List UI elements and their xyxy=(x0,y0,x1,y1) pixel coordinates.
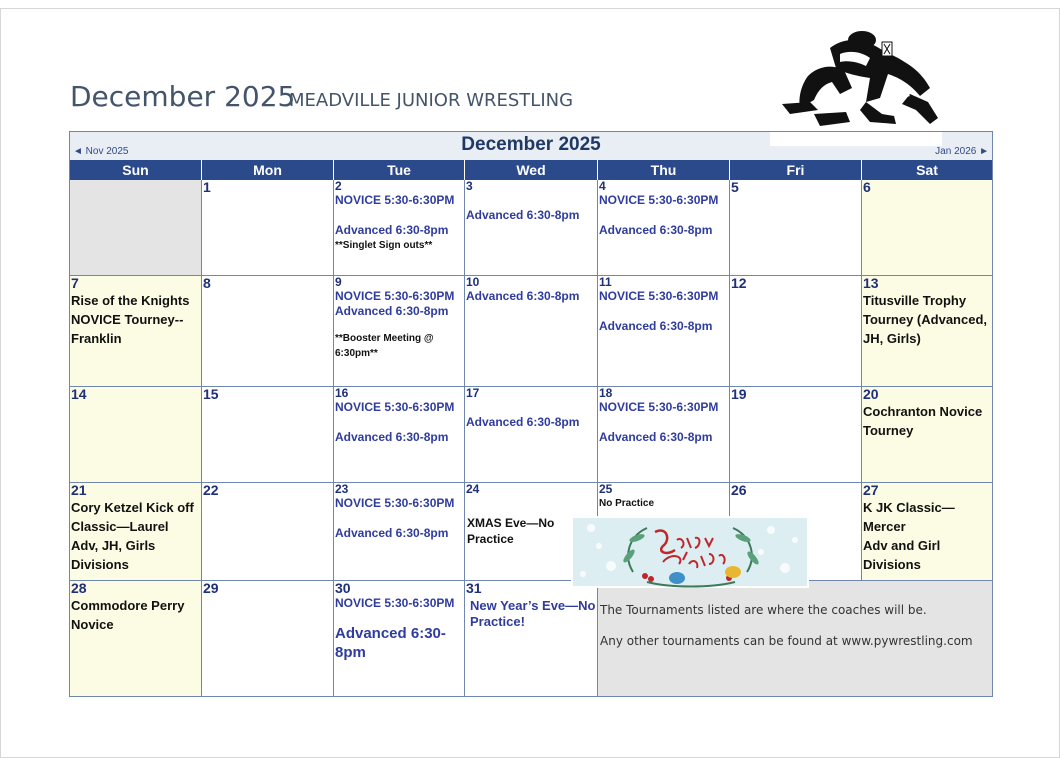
tournament-line: Adv, JH, Girls xyxy=(71,538,156,553)
day-number: 2 xyxy=(335,179,342,193)
day-number: 19 xyxy=(731,386,747,402)
weekday-wed: Wed xyxy=(465,160,598,180)
merry-christmas-card-icon xyxy=(571,516,809,588)
day-number: 20 xyxy=(863,386,879,402)
logo-backdrop xyxy=(770,132,942,146)
event-holiday: New Year’s Eve—No Practice! xyxy=(470,598,596,629)
day-cell-29[interactable] xyxy=(202,581,334,696)
day-cell-3[interactable] xyxy=(465,180,598,276)
tournament-line: Titusville Trophy xyxy=(863,293,967,308)
day-number: 10 xyxy=(466,275,480,289)
event-advanced-practice: Advanced 6:30-8pm xyxy=(335,430,449,444)
day-cell-1[interactable] xyxy=(202,180,334,276)
event-novice-practice: NOVICE 5:30-6:30PM xyxy=(599,289,719,303)
tournament-line: Commodore Perry xyxy=(71,598,185,613)
page-title: December 2025 xyxy=(70,80,296,113)
day-cell-13[interactable] xyxy=(862,276,992,387)
day-cell-empty xyxy=(70,180,202,276)
day-cell-28[interactable] xyxy=(70,581,202,696)
tournament-line: Mercer xyxy=(863,519,906,534)
day-number: 17 xyxy=(466,386,480,400)
day-number: 22 xyxy=(203,482,219,498)
tournament-line: K JK Classic— xyxy=(863,500,955,515)
day-number: 29 xyxy=(203,580,219,596)
day-number: 4 xyxy=(599,179,606,193)
day-cell-9[interactable] xyxy=(334,276,465,387)
day-number: 31 xyxy=(466,580,482,596)
event-advanced-practice: Advanced 6:30-8pm xyxy=(335,526,449,540)
day-number: 28 xyxy=(71,580,87,596)
weekday-sat: Sat xyxy=(862,160,992,180)
tournament-line: Divisions xyxy=(71,557,129,572)
event-note: **Booster Meeting @ 6:30pm** xyxy=(335,333,434,359)
calendar xyxy=(69,131,993,697)
day-cell-17[interactable] xyxy=(465,387,598,483)
day-cell-16[interactable] xyxy=(334,387,465,483)
day-cell-21[interactable] xyxy=(70,483,202,581)
weekday-header-row xyxy=(70,160,992,180)
day-number: 25 xyxy=(599,482,613,496)
tournament-line: Adv and Girl xyxy=(863,538,941,553)
tournament-line: NOVICE Tourney-- xyxy=(71,312,184,327)
day-number: 18 xyxy=(599,386,613,400)
day-number: 30 xyxy=(335,580,351,596)
day-cell-14[interactable] xyxy=(70,387,202,483)
day-number: 12 xyxy=(731,275,747,291)
tournament-line: Rise of the Knights xyxy=(71,293,190,308)
day-number: 7 xyxy=(71,275,79,291)
day-cell-2[interactable] xyxy=(334,180,465,276)
weekday-tue: Tue xyxy=(334,160,465,180)
day-number: 3 xyxy=(466,179,473,193)
event-note: **Singlet Sign outs** xyxy=(335,240,433,251)
event-advanced-practice: Advanced 6:30-8pm xyxy=(335,223,449,237)
day-cell-15[interactable] xyxy=(202,387,334,483)
tournament-line: JH, Girls) xyxy=(863,331,921,346)
day-number: 11 xyxy=(599,275,612,289)
day-cell-10[interactable] xyxy=(465,276,598,387)
calendar-header xyxy=(70,132,992,160)
event-advanced-practice: Advanced 6:30-8pm xyxy=(335,304,449,318)
event-novice-practice: NOVICE 5:30-6:30PM xyxy=(335,289,455,303)
wrestlers-logo-icon xyxy=(770,18,945,133)
day-number: 6 xyxy=(863,179,871,195)
day-cell-7[interactable] xyxy=(70,276,202,387)
tournament-line: Classic—Laurel xyxy=(71,519,169,534)
calendar-month-label: December 2025 xyxy=(461,134,601,155)
organization-name: MEADVILLE JUNIOR WRESTLING xyxy=(289,90,574,111)
tournament-line: Cochranton Novice xyxy=(863,404,983,419)
weekday-thu: Thu xyxy=(598,160,730,180)
info-line-2: Any other tournaments can be found at www.pywrestling.com xyxy=(600,634,973,648)
day-cell-27[interactable] xyxy=(862,483,992,581)
day-number: 21 xyxy=(71,482,87,498)
event-novice-practice: NOVICE 5:30-6:30PM xyxy=(335,496,455,510)
event-novice-practice: NOVICE 5:30-6:30PM xyxy=(599,400,719,414)
event-advanced-practice: Advanced 6:30-8pm xyxy=(335,625,446,661)
day-number: 23 xyxy=(335,482,349,496)
day-number: 5 xyxy=(731,179,739,195)
day-cell-20[interactable] xyxy=(862,387,992,483)
day-cell-22[interactable] xyxy=(202,483,334,581)
day-cell-18[interactable] xyxy=(598,387,730,483)
tournament-line: Tourney (Advanced, xyxy=(863,312,988,327)
event-note: XMAS Eve—No Practice xyxy=(467,516,555,546)
weekday-fri: Fri xyxy=(730,160,862,180)
prev-month-link[interactable]: ◄ Nov 2025 xyxy=(73,146,129,157)
day-cell-31[interactable] xyxy=(465,581,598,696)
event-advanced-practice: Advanced 6:30-8pm xyxy=(599,319,713,333)
day-number: 24 xyxy=(466,482,480,496)
day-cell-8[interactable] xyxy=(202,276,334,387)
event-advanced-practice: Advanced 6:30-8pm xyxy=(599,223,713,237)
day-number: 8 xyxy=(203,275,211,291)
tournament-line: Tourney xyxy=(863,423,914,438)
day-number: 16 xyxy=(335,386,349,400)
day-cell-12[interactable] xyxy=(730,276,862,387)
weekday-sun: Sun xyxy=(70,160,202,180)
day-number: 14 xyxy=(71,386,87,402)
tournament-line: Novice xyxy=(71,617,114,632)
day-number: 1 xyxy=(203,179,211,195)
day-cell-23[interactable] xyxy=(334,483,465,581)
tournament-line: Cory Ketzel Kick off xyxy=(71,500,194,515)
day-number: 26 xyxy=(731,482,747,498)
day-number: 13 xyxy=(863,275,879,291)
event-novice-practice: NOVICE 5:30-6:30PM xyxy=(335,596,455,610)
tournament-line: Divisions xyxy=(863,557,921,572)
info-line-1: The Tournaments listed are where the coaches will be. xyxy=(600,603,927,617)
event-novice-practice: NOVICE 5:30-6:30PM xyxy=(335,193,455,207)
day-cell-11[interactable] xyxy=(598,276,730,387)
day-cell-19[interactable] xyxy=(730,387,862,483)
event-advanced-practice: Advanced 6:30-8pm xyxy=(599,430,713,444)
event-novice-practice: NOVICE 5:30-6:30PM xyxy=(335,400,455,414)
weekday-mon: Mon xyxy=(202,160,334,180)
event-novice-practice: NOVICE 5:30-6:30PM xyxy=(599,193,719,207)
day-cell-5[interactable] xyxy=(730,180,862,276)
event-advanced-practice: Advanced 6:30-8pm xyxy=(466,415,580,429)
day-number: 9 xyxy=(335,275,342,289)
day-number: 15 xyxy=(203,386,219,402)
day-cell-30[interactable] xyxy=(334,581,465,696)
event-note: No Practice xyxy=(599,498,655,509)
event-advanced-practice: Advanced 6:30-8pm xyxy=(466,289,580,303)
tournament-line: Franklin xyxy=(71,331,122,346)
day-number: 27 xyxy=(863,482,879,498)
tournament-info-box xyxy=(598,581,992,696)
event-advanced-practice: Advanced 6:30-8pm xyxy=(466,208,580,222)
day-cell-4[interactable] xyxy=(598,180,730,276)
next-month-link[interactable]: Jan 2026 ► xyxy=(935,146,989,157)
day-cell-6[interactable] xyxy=(862,180,992,276)
